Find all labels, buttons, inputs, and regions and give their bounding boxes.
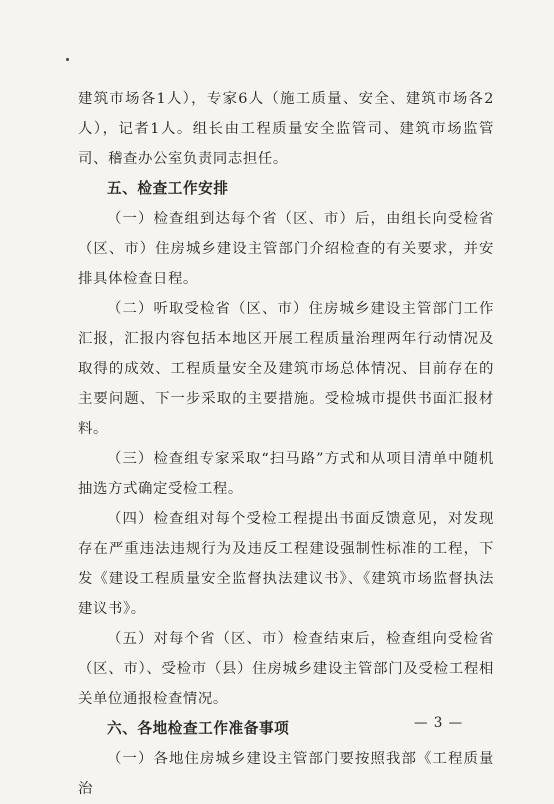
paragraph-item-4: （四）检查组对每个受检工程提出书面反馈意见，对发现存在严重违法违规行为及违反工程建设强制性标准的工程，下发《建设工程质量安全监督执法建议书》、《建筑市场监督执法建议书》。	[78, 511, 494, 617]
paragraph-item-5: （五）对每个省（区、市）检查结束后，检查组向受检省（区、市）、受检市（县）住房城乡建设主管部门及受检工程相关单位通报检查情况。	[78, 631, 494, 707]
document-body	[78, 84, 494, 804]
paragraph-continuation: 建筑市场各1人），专家6人（施工质量、安全、建筑市场各2人），记者1人。组长由工程质量安全监管司、建筑市场监管司、稽查办公室负责同志担任。	[78, 91, 494, 167]
section-heading-five: 五、检查工作安排	[107, 180, 229, 197]
section-heading-six: 六、各地检查工作准备事项	[107, 720, 290, 737]
stray-dot	[66, 58, 69, 61]
paragraph-item-2: （二）听取受检省（区、市）住房城乡建设主管部门工作汇报，汇报内容包括本地区开展工程质量治理两年行动情况及取得的成效、工程质量安全及建筑市场总体情况、目前存在的主要问题、下一步采取的主要措施。受检城市提供书面汇报材料。	[78, 301, 494, 437]
paragraph-item-6-1: （一）各地住房城乡建设主管部门要按照我部《工程质量治	[78, 751, 494, 797]
page-number: — 3 —	[414, 715, 464, 731]
paragraph-item-1: （一）检查组到达每个省（区、市）后，由组长向受检省（区、市）住房城乡建设主管部门介绍检查的有关要求，并安排具体检查日程。	[78, 211, 494, 287]
paragraph-item-3: （三）检查组专家采取“扫马路”方式和从项目清单中随机抽选方式确定受检工程。	[78, 451, 494, 497]
